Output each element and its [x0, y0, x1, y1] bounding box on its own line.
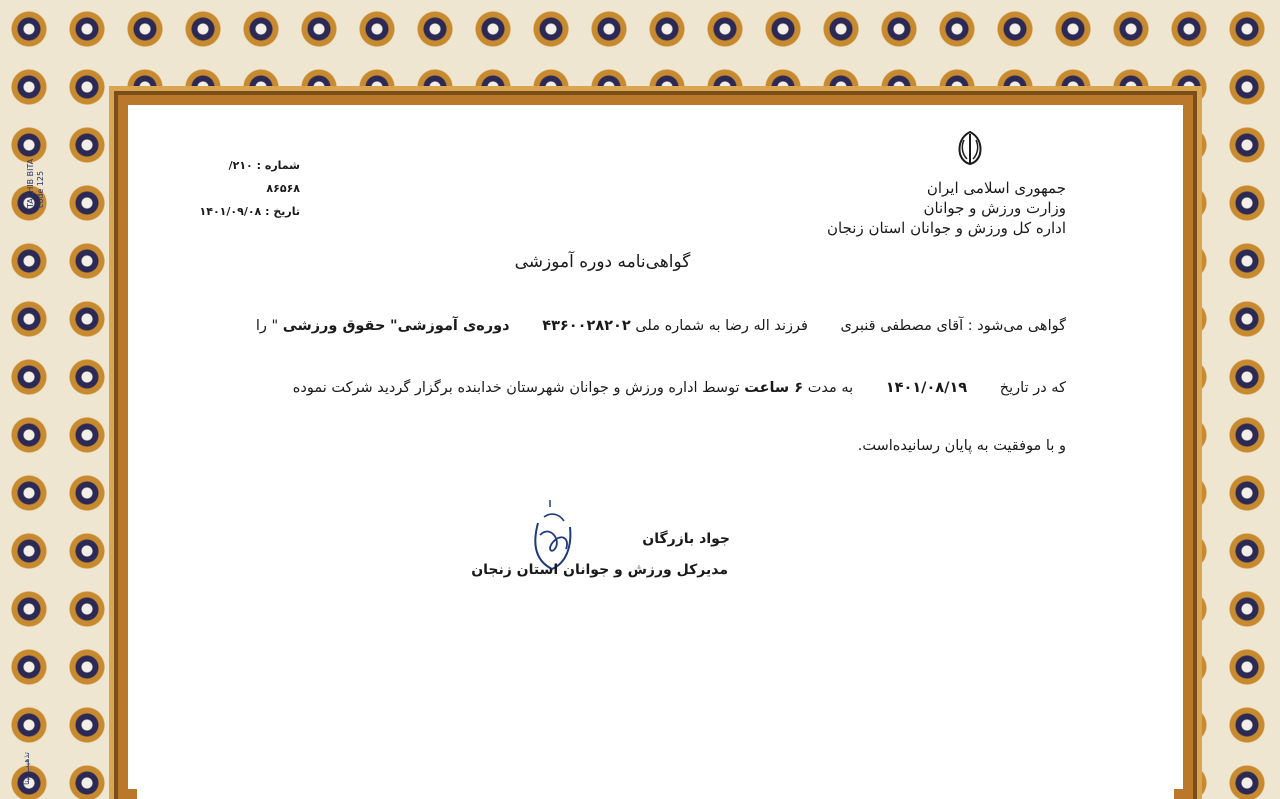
- number-value: ۲۱۰/ ۸۶۵۶۸: [228, 159, 300, 195]
- border-code-label: TAZHIB BITA code 125: [26, 158, 45, 208]
- recipient-text: گواهی می‌شود : آقای مصطفی قنبری: [840, 318, 1066, 334]
- reference-date: [196, 200, 300, 223]
- signer-name: جواد بازرگان: [642, 531, 730, 547]
- date-intro: که در تاریخ: [999, 380, 1066, 396]
- header-line-ministry: وزارت ورزش و جوانان: [923, 199, 1066, 217]
- certificate-title: گواهی‌نامه دوره آموزشی: [514, 252, 691, 272]
- header-line-office: اداره کل ورزش و جوانان استان زنجان: [827, 219, 1066, 237]
- reference-number: [196, 154, 300, 200]
- reference-block: [196, 154, 300, 223]
- course-date: ۱۴۰۱/۰۸/۱۹: [885, 380, 968, 396]
- signer-title: مدیرکل ورزش و جوانان استان زنجان: [471, 562, 728, 578]
- line1-suffix: " را: [255, 318, 279, 334]
- body-line-1: [256, 318, 1066, 334]
- iran-emblem-icon: [950, 128, 990, 168]
- national-id: ۴۳۶۰۰۲۸۲۰۲: [542, 318, 631, 334]
- duration-label: به مدت: [807, 380, 854, 396]
- date-value: ۱۴۰۱/۰۹/۰۸: [199, 205, 262, 218]
- body-line-3: و با موفقیت به پایان رسانیده‌است.: [857, 438, 1066, 454]
- header-line-country: جمهوری اسلامی ایران: [926, 179, 1066, 197]
- course-label: دوره‌ی آموزشی": [390, 318, 510, 334]
- date-label: تاریخ :: [265, 205, 300, 218]
- organizer-text: توسط اداره ورزش و جوانان شهرستان خدابنده برگزار گردید شرکت نموده: [292, 380, 740, 396]
- number-label: شماره :: [256, 159, 300, 172]
- issuer-header: [827, 178, 1066, 238]
- course-name: حقوق ورزشی: [282, 318, 386, 334]
- course-hours: ۶ ساعت: [744, 380, 804, 396]
- border-publisher-logo: تذهیب بیتا: [22, 752, 31, 785]
- father-id-text: فرزند اله رضا به شماره ملی: [635, 318, 808, 334]
- body-line-2: [293, 380, 1066, 396]
